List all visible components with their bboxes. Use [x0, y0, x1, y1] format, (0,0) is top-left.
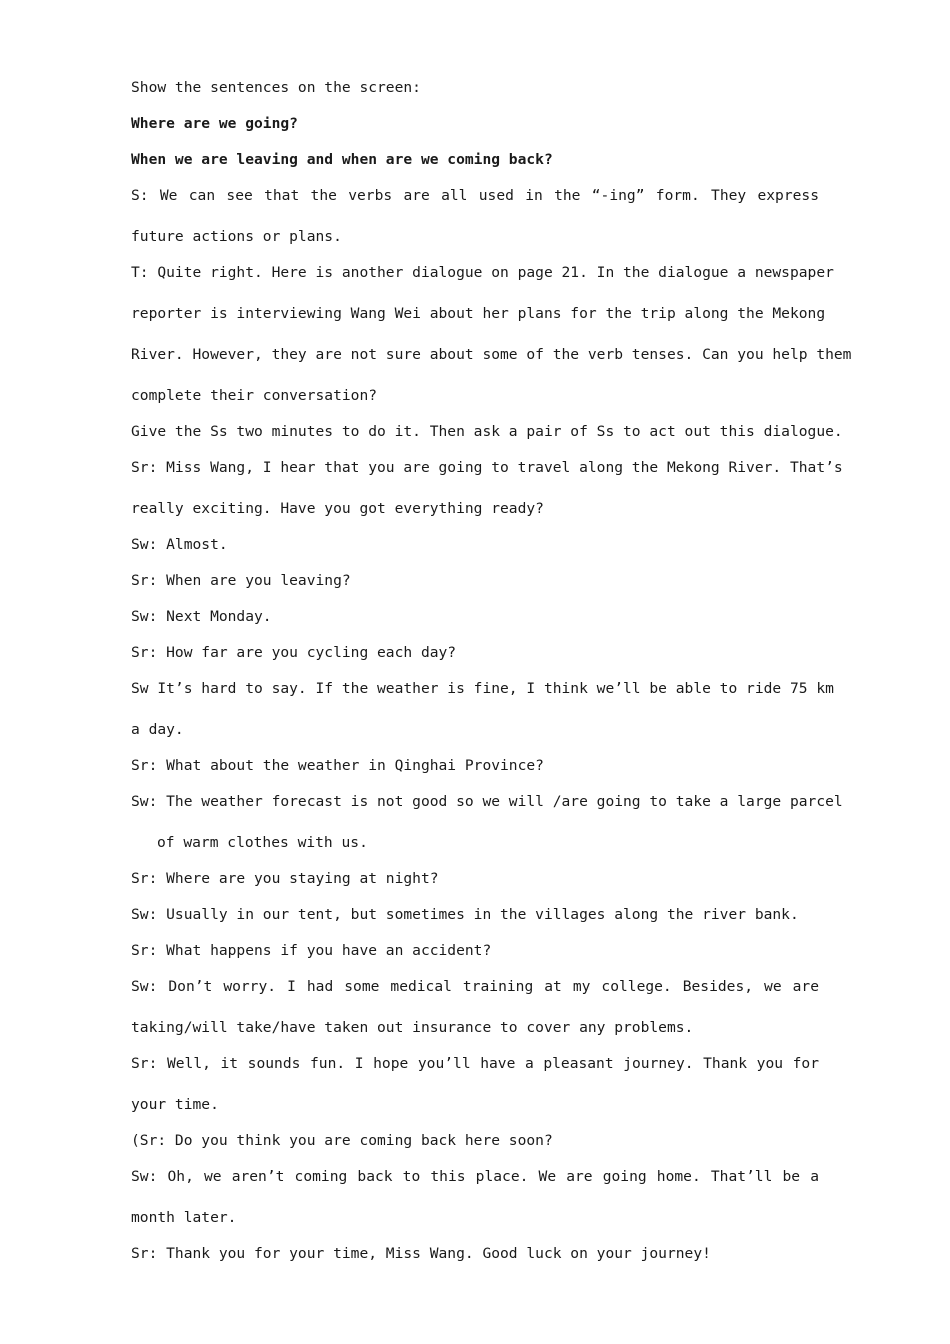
text-line: Give the Ss two minutes to do it. Then ask a pair of Ss to act out this dialogue. [131, 423, 843, 440]
dialogue-line: Sw: Next Monday. [131, 608, 272, 625]
dialogue-line: Sr: What about the weather in Qinghai Province? [131, 757, 544, 774]
dialogue-line: month later. [131, 1209, 237, 1226]
text-line: reporter is interviewing Wang Wei about her plans for the trip along the Mekong [131, 305, 826, 322]
example-sentence: Where are we going? [131, 115, 298, 132]
text-line: River. However, they are not sure about some of the verb tenses. Can you help them [131, 346, 852, 363]
dialogue-line: your time. [131, 1096, 219, 1113]
dialogue-line: Sw: The weather forecast is not good so we will /are going to take a large parcel [131, 793, 843, 810]
dialogue-line: Sr: When are you leaving? [131, 572, 351, 589]
dialogue-line: taking/will take/have taken out insurance to cover any problems. [131, 1019, 694, 1036]
text-line: complete their conversation? [131, 387, 378, 404]
dialogue-line: of warm clothes with us. [157, 834, 368, 851]
dialogue-line: (Sr: Do you think you are coming back here soon? [131, 1132, 553, 1149]
dialogue-line: really exciting. Have you got everything ready? [131, 500, 544, 517]
dialogue-line: Sr: Well, it sounds fun. I hope you’ll have a pleasant journey. Thank you for [131, 1055, 819, 1072]
dialogue-line: Sw It’s hard to say. If the weather is fine, I think we’ll be able to ride 75 km [131, 680, 834, 697]
text-line: future actions or plans. [131, 228, 342, 245]
dialogue-line: Sr: Where are you staying at night? [131, 870, 439, 887]
dialogue-line: Sr: Thank you for your time, Miss Wang. Good luck on your journey! [131, 1245, 711, 1262]
text-line: Show the sentences on the screen: [131, 79, 421, 96]
dialogue-line: Sr: Miss Wang, I hear that you are going to travel along the Mekong River. That’s [131, 459, 843, 476]
text-line: S: We can see that the verbs are all used in the “-ing” form. They express [131, 187, 819, 204]
text-line: T: Quite right. Here is another dialogue on page 21. In the dialogue a newspaper [131, 264, 834, 281]
dialogue-line: Sw: Oh, we aren’t coming back to this place. We are going home. That’ll be a [131, 1168, 819, 1185]
dialogue-line: Sw: Almost. [131, 536, 228, 553]
dialogue-line: Sw: Usually in our tent, but sometimes in the villages along the river bank. [131, 906, 799, 923]
example-sentence: When we are leaving and when are we coming back? [131, 151, 553, 168]
dialogue-line: Sr: What happens if you have an accident? [131, 942, 492, 959]
dialogue-line: Sw: Don’t worry. I had some medical training at my college. Besides, we are [131, 978, 819, 995]
dialogue-line: Sr: How far are you cycling each day? [131, 644, 457, 661]
dialogue-line: a day. [131, 721, 184, 738]
